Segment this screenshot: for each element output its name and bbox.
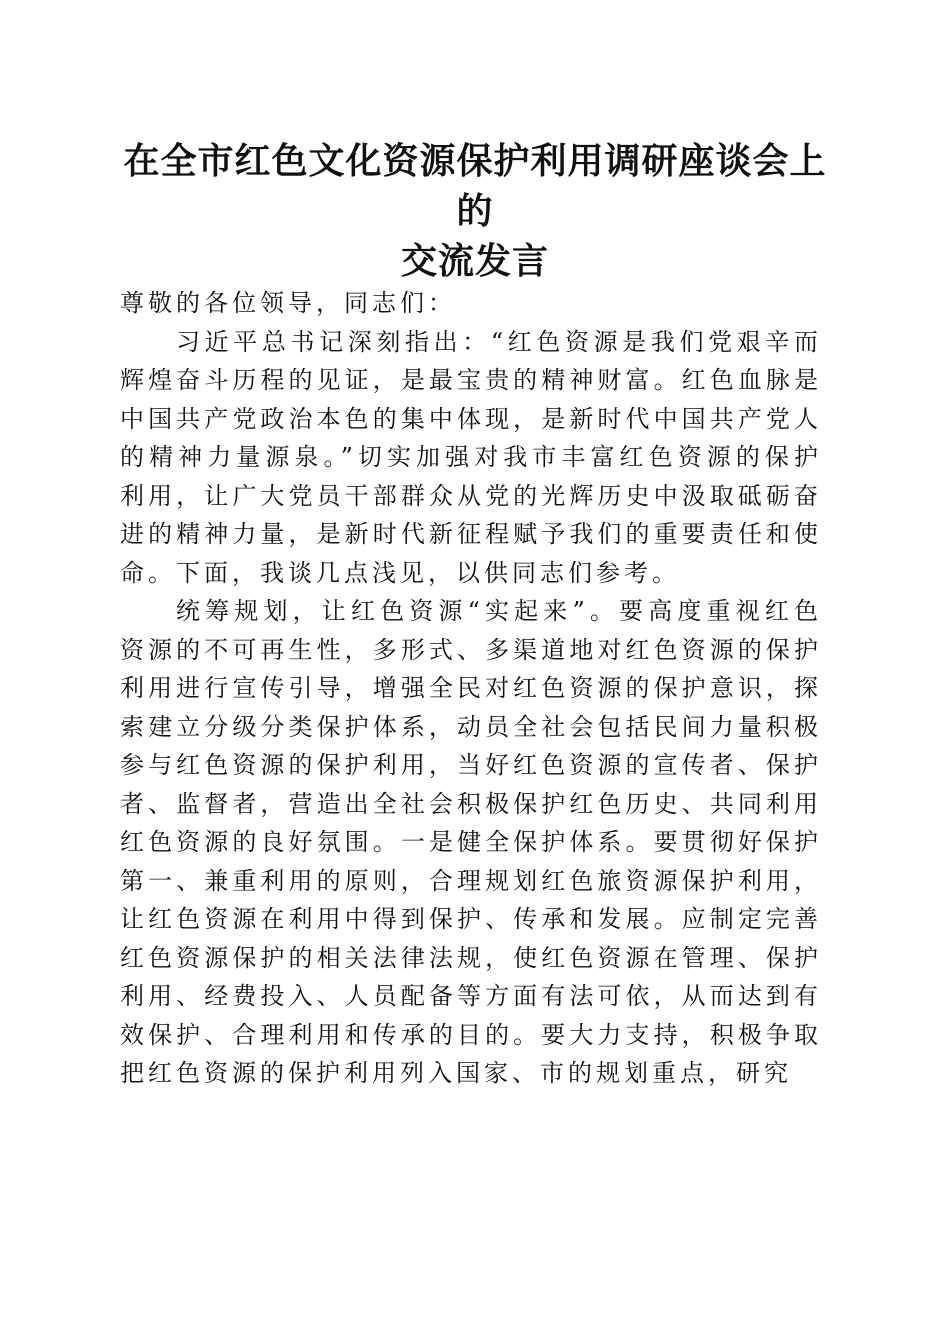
- title-line-1: 在全市红色文化资源保护利用调研座谈会上的: [123, 140, 827, 232]
- title-line-2: 交流发言: [400, 240, 549, 282]
- paragraph-1: 习近平总书记深刻指出：“红色资源是我们党艰辛而辉煌奋斗历程的见证，是最宝贵的精神财富。红色血脉是中国共产党政治本色的集中体现，是新时代中国共产党人的精神力量源泉。”切实加强对我市丰富红色资源的保护利用，让广大党员干部群众从党的光辉历史中汲取砥砺奋进的精神力量，是新时代新征程赋予我们的重要责任和使命。下面，我谈几点浅见，以供同志们参考。: [120, 327, 822, 587]
- document-body: [120, 284, 822, 1093]
- document-title: [110, 136, 840, 286]
- paragraph-2: 统筹规划，让红色资源“实起来”。要高度重视红色资源的不可再生性，多形式、多渠道地对红色资源的保护利用进行宣传引导，增强全民对红色资源的保护意识，探索建立分级分类保护体系，动员全社会包括民间力量积极参与红色资源的保护利用，当好红色资源的宣传者、保护者、监督者，营造出全社会积极保护红色历史、共同利用红色资源的良好氛围。一是健全保护体系。要贯彻好保护第一、兼重利用的原则，合理规划红色旅资源保护利用，让红色资源在利用中得到保护、传承和发展。应制定完善红色资源保护的相关法律法规，使红色资源在管理、保护利用、经费投入、人员配备等方面有法可依，从而达到有效保护、合理利用和传承的目的。要大力支持，积极争取把红色资源的保护利用列入国家、市的规划重点，研究: [120, 597, 822, 1087]
- salutation: 尊敬的各位领导，同志们：: [120, 289, 456, 317]
